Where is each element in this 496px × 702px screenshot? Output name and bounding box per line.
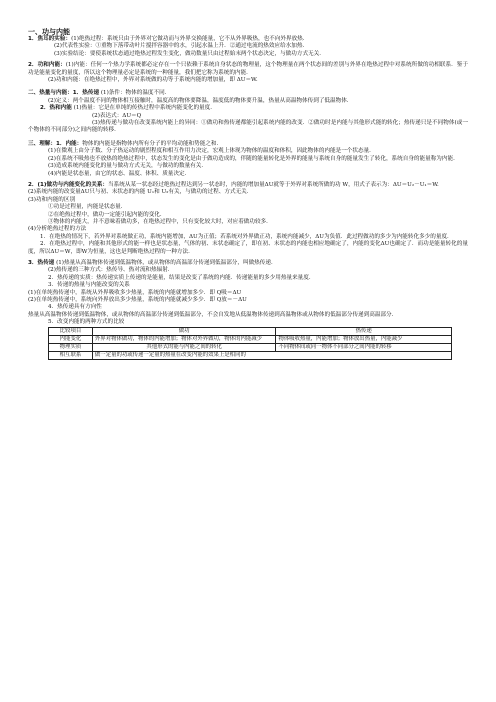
table-cell: 不同物体间或同一物体不同部分之间内能的转移 bbox=[276, 343, 452, 351]
adiabatic-line-2: (2)代表性实验：①重物下落带动叶片搅拌容器中的水，引起水温上升．②通过电流的热效应给水加热． bbox=[54, 43, 309, 50]
heat-energy-relation-2: (2)在单纯热传递中，系统向外界放出多少热量，系统的内能就减少多少．即 Q放＝－ΔU bbox=[28, 297, 247, 303]
table-header-row bbox=[49, 327, 452, 335]
work-change-point-3a: ①功是过程量，内能是状态量． bbox=[48, 204, 127, 211]
table-cell: 外界对物体做功，物体的内能增加；物体对外界做功，物体的内能减少 bbox=[92, 335, 276, 343]
heat-transfer-3-heading: 3．热传递 bbox=[28, 259, 55, 266]
heat-direction-text: 热量从高温物体传递到低温物体，或从物体的高温部分传递到低温部分，不会自发地从低温物体传递到高温物体或从物体的低温部分传递到高温部分． bbox=[28, 311, 398, 318]
table-cell: 相互联系 bbox=[49, 351, 93, 359]
comparison-table bbox=[48, 327, 452, 360]
heat-transfer-essence: 2．热传递的实质：热传递实质上传递的是能量，结果是改变了系统的内能．传递能量的多少用热量来量度． bbox=[48, 274, 315, 281]
heat-expression: (2)表达式：ΔU＝Q bbox=[92, 112, 142, 119]
adiabatic-line-3: (3)实验结论：要使系统状态通过绝热过程发生变化，做功数量只由过程始末两个状态决定，与做功方式无关． bbox=[54, 50, 325, 57]
internal-energy-point-3: (3)造成系统内能变化的量与做功方式无关，与做功的数量有关． bbox=[48, 163, 207, 170]
heat-transfer-3-line-1: (1)热量从高温物体传递到低温物体，或从物体的高温部分传递到低温部分，叫做热传递． bbox=[56, 259, 277, 266]
heat-energy-relation-heading: 3．传递的热量与内能改变的关系 bbox=[48, 282, 130, 289]
document-page bbox=[28, 28, 468, 360]
adiabatic-line-1: (1)绝热过程：系统只由于外界对它做功而与外界交换能量，它不从外界吸热，也不向外界放热． bbox=[71, 36, 309, 42]
work-energy-relation: (2)功和内能：在绝热过程中，外界对系统做的功等于系统内能的增加量，即 ΔU＝W. bbox=[48, 77, 258, 84]
table-header-cell: 做功 bbox=[92, 327, 276, 335]
heat-direction-heading: 4．热传递具有方向性 bbox=[48, 304, 102, 311]
internal-energy-def: (1)内能：任何一个热力学系统都必定存在一个只依赖于系统自身状态的物理量，这个物理量在两个状态间的差别与外界在绝热过程中对系统所做的功相联系．鉴于功是能量变化的量度，所以这个物理量必定是系统的一种能量，我们把它称为系统的内能． bbox=[28, 62, 468, 76]
adiabatic-method-1: 1．在绝热的情况下，若外界对系统做正功，系统内能增加，ΔU为正值；若系统对外界做正功，系统内能减少，ΔU为负值．此过程做功的多少为内能转化多少的量度． bbox=[40, 233, 453, 240]
internal-energy-point-2: (2)在系统不吸热也不放热的绝热过程中，状态发生的变化是由于做功造成的，伴随的能量转化是外界的能量与系统自身的能量发生了转化，系统自身的能量称为内能． bbox=[48, 155, 459, 162]
comparison-table-heading: 5．改变内能的两种方式的比较 bbox=[48, 319, 125, 326]
table-row bbox=[49, 343, 452, 351]
table-row bbox=[49, 351, 452, 359]
work-change-point-3c: ③物体的内能大，并不意味着做功多，在绝热过程中，只有变化较大时，对应着做功较多． bbox=[48, 218, 272, 225]
joule-experiment-heading: 1．焦耳的实验： bbox=[28, 36, 72, 42]
work-change-point-4: (4)分析绝热过程的方法 bbox=[28, 226, 87, 233]
table-row bbox=[49, 335, 452, 343]
heat-internal-energy-heading: 2．热和内能 bbox=[40, 105, 72, 112]
heat-vs-work-comparison: (3)热传递与做功在改变系统内能上的异同：①做功和热传递都能引起系统内能的改变．②做功时是内能与其他形式能的转化；热传递只是不同物体(或一个物体的不同部分)之间内能的转移． bbox=[28, 120, 468, 134]
internal-energy-point-4: (4)内能是状态量，由它的状态、温度、体积、质量决定． bbox=[48, 170, 191, 177]
table-cell: 物体吸收热量，内能增加；物体放出热量，内能减少 bbox=[276, 335, 452, 343]
heat-energy-relation-1: (1)在单纯热传递中，系统从外界吸收多少热量，系统的内能就增加多少．即 Q吸＝ΔU bbox=[28, 289, 242, 296]
table-cell: 做一定量的功或传递一定量的热量在改变内能的效果上是相同的 bbox=[92, 351, 451, 359]
work-change-point-3: (3)功和内能的区别 bbox=[28, 196, 76, 203]
heat-transfer-condition: (1)条件：物体的温度不同． bbox=[100, 90, 171, 97]
table-cell: 内能变化 bbox=[49, 335, 93, 343]
table-header-cell: 比较项目 bbox=[49, 327, 93, 335]
heat-transfer-heading: 1．热传递 bbox=[72, 90, 100, 97]
table-cell: 物理实质 bbox=[49, 343, 93, 351]
adiabatic-method-2: 2．在绝热过程中，内能和其他形式的能一样也是状态量，气体的初、末状态确定了，即在初、末状态的内能也相应地确定了，内能的变化ΔU也确定了．而功是能量转化的量度，所以ΔU＝W，即W为恒量，这也是判断绝热过程的一种方法． bbox=[28, 241, 468, 255]
section-3-heading: 三、理解：1．内能： bbox=[28, 140, 83, 147]
work-change-heading: 2．(1)做功与内能变化的关系： bbox=[28, 181, 109, 188]
heat-transfer-definition: (2)定义：两个温度不同的物体相互接触时，温度高的物体要降温，温度低的物体要升温，热量从高温物体传到了低温物体． bbox=[48, 97, 353, 104]
table-header-cell: 热传递 bbox=[276, 327, 452, 335]
work-change-point-2: (2)系统内能的改变量ΔU只与初、末状态的内能 U₁和 U₂有关，与做功的过程、方式无关． bbox=[28, 189, 253, 196]
work-change-text: 当系统从某一状态经过绝热过程达到另一状态时，内能的增加量ΔU就等于外界对系统所做的功 W，用式子表示为：ΔU＝U₂－U₁＝W. bbox=[108, 181, 439, 188]
heat-transfer-3-line-2: (2)热传递的三种方式：热传导、热对流和热辐射． bbox=[48, 267, 174, 274]
section-2-heading: 二、热量与内能： bbox=[28, 90, 73, 97]
section-1-heading: 一、功与内能 bbox=[28, 28, 70, 36]
internal-energy-point-1: (1)在微观上由分子数、分子热运动的剧烈程度和相互作用力决定，宏观上体现为物体的温度和体积，因此物体的内能是一个状态量． bbox=[48, 148, 375, 155]
internal-energy-summary: 物体的内能是指物体内所有分子的平均动能和势能之和． bbox=[82, 140, 223, 147]
heat-quantity-def: (1)热量：它是在单纯的传热过程中系统内能变化的量度． bbox=[73, 105, 216, 112]
work-change-point-3b: ②在绝热过程中，做功一定能引起内能的变化． bbox=[48, 211, 166, 218]
table-cell: 其他形式的能与内能之间的转化 bbox=[92, 343, 276, 351]
work-energy-heading: 2．功和内能： bbox=[28, 62, 66, 69]
